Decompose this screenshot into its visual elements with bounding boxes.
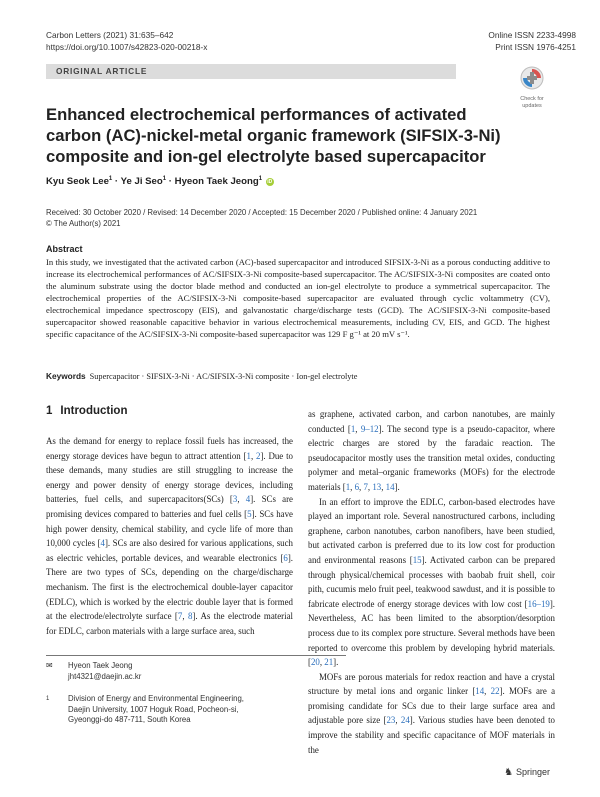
author-name[interactable]: Hyeon Taek Jeong: [174, 176, 259, 188]
paragraph-text: ].: [333, 657, 339, 668]
affiliation-mark: 1: [46, 696, 50, 702]
citation-link[interactable]: 23: [386, 715, 396, 726]
paragraph-text: ,: [182, 611, 188, 622]
citation-link[interactable]: 16–19: [527, 598, 550, 609]
citation-link[interactable]: 7: [363, 481, 368, 492]
keywords-block: [46, 371, 550, 381]
citation-link[interactable]: 8: [187, 611, 193, 622]
citation-link[interactable]: 13: [372, 481, 382, 492]
paragraph-text: ,: [355, 423, 361, 434]
author-list: [46, 176, 274, 187]
issn-print: Print ISSN 1976-4251: [495, 41, 576, 52]
paragraph-text: ,: [395, 715, 401, 726]
paragraph-text: ]. Due to these demands, many studies are still struggling to increase the energy and power density of energy storage devices, including batteries, fuel cells, and supercapacitors(SCs) [: [46, 450, 293, 505]
doi-link[interactable]: https://doi.org/10.1007/s42823-020-00218-x: [46, 41, 208, 52]
orcid-icon[interactable]: iD: [267, 179, 273, 186]
paragraph-text: ].: [394, 481, 400, 492]
journal-citation: Carbon Letters (2021) 31:635–642: [46, 30, 174, 40]
citation-link[interactable]: 15: [412, 554, 422, 565]
publication-history: [46, 208, 477, 229]
abstract-text: In this study, we investigated that the activated carbon (AC)-based supercapacitor and introduced SIFSIX-3-Ni as a porous conducting additive to increase its electrochemical performances of AC/SIFSIX-3-Ni composite-based supercapacitor. The AC/SIFSIX-3-Ni composites are coated onto the aluminum substrate using the doctor blade method and conducted an ion-gel electrolyte to produce a symmetrical supercapacitor. The electrochemical properties of the AC/SIFSIX-3-Ni composite-based supercapacitor are evaluated through cyclic voltammetry (CV), electrochemical impedance spectroscopy (EIS), and galvanostatic charge/discharge tests (GCD). The AC/SIFSIX-3-Ni composite-based supercapacitor showed reasonable capacitive behavior in various electrochemical measurements, including CV, EIS, and GCD. The highest specific capacitance of the AC/SIFSIX-3-Ni composite-based supercapacitor was 129 F g⁻¹ at 20 mV s⁻¹.: [46, 257, 550, 339]
publisher-name: Springer: [515, 767, 550, 777]
paragraph-text: ]. SCs are also desired for various applications, such as electric vehicles, portable devices, and wearable electronics [: [46, 538, 293, 563]
springer-horse-icon: ♞: [504, 767, 513, 778]
citation-link[interactable]: 4: [100, 538, 105, 549]
paragraph-text: ]. Various studies have been denoted to improve the stability and specific capacitance of MOF materials in the: [308, 715, 555, 755]
paragraph-text: ,: [319, 657, 325, 668]
crossmark-icon: [520, 66, 544, 90]
intro-paragraph: [46, 434, 293, 638]
citation-link[interactable]: 3: [232, 494, 238, 505]
citation-link[interactable]: 1: [246, 450, 251, 461]
citation-link[interactable]: 4: [245, 494, 251, 505]
citation-link[interactable]: 22: [490, 686, 500, 697]
citation-link[interactable]: 7: [177, 611, 183, 622]
affiliation-line: Division of Energy and Environmental Engineering,: [68, 694, 244, 703]
paragraph-text: ,: [367, 481, 373, 492]
paragraph-text: ,: [237, 494, 246, 505]
citation-link[interactable]: 2: [256, 450, 261, 461]
paragraph-text: as graphene, activated carbon, and carbon nanotubes, are mainly conducted [: [308, 409, 555, 434]
author-affil-mark: 1: [258, 176, 263, 182]
issn-block: [488, 30, 576, 53]
affiliation-line: Daejin University, 1007 Hoguk Road, Pocheon-si,: [68, 704, 239, 714]
citation-link[interactable]: 1: [345, 481, 351, 492]
paragraph-text: ,: [250, 450, 256, 461]
paragraph-text: ]. The second type is a pseudo-capacitor, where electric charges are stored by the faradaic reaction. The pseudocapacitor mostly uses the transition metal oxides, conducting polymer and metal–organic frameworks (MOFs) for the electrode materials [: [308, 423, 556, 492]
intro-paragraph: [308, 495, 555, 670]
paragraph-text: ]. SCs have high power density, chemical stability, and cycle life of more than 10,000 cycles [: [46, 508, 293, 549]
affiliation-block: [46, 694, 244, 726]
author-affil-mark: 1: [162, 176, 167, 182]
author-email[interactable]: jht4321@daejin.ac.kr: [68, 671, 142, 681]
paragraph-text: ,: [350, 481, 355, 492]
paragraph-text: ,: [359, 481, 364, 492]
article-type-banner: ORIGINAL ARTICLE: [46, 64, 456, 79]
author-name[interactable]: Kyu Seok Lee: [46, 176, 109, 188]
section-title: Introduction: [60, 405, 128, 417]
citation-link[interactable]: 6: [283, 552, 288, 563]
article-title: Enhanced electrochemical performances of activated carbon (AC)-nickel-metal organic framework (SIFSIX-3-Ni) composite and ion-gel electrolyte based supercapacitor: [46, 105, 501, 166]
author-separator: ·: [166, 176, 175, 188]
paragraph-text: MOFs are porous materials for redox reaction and have a crystal structure by metal ions and organic linker [: [308, 671, 555, 697]
corresponding-author: Hyeon Taek Jeong: [68, 661, 133, 670]
keywords-text: Supercapacitor · SIFSIX-3-Ni · AC/SIFSIX-3-Ni composite · Ion-gel electrolyte: [89, 372, 358, 381]
dates-line: Received: 30 October 2020 / Revised: 14 December 2020 / Accepted: 15 December 2020 / Published online: 4 January 2021: [46, 208, 478, 217]
citation-link[interactable]: 5: [247, 508, 252, 519]
paragraph-text: ]. MOFs are a promising candidate for SCs due to their large surface area and adjustable pore size [: [308, 686, 556, 726]
citation-link[interactable]: 20: [310, 657, 320, 668]
citation-link[interactable]: 14: [385, 481, 395, 492]
citation-link[interactable]: 1: [350, 423, 356, 434]
intro-paragraph: [308, 670, 555, 758]
citation-link[interactable]: 6: [354, 481, 360, 492]
author-name[interactable]: Ye Ji Seo: [120, 176, 163, 188]
copyright-line: © The Author(s) 2021: [46, 218, 121, 228]
envelope-icon: ✉: [46, 661, 53, 670]
citation-link[interactable]: 9–12: [360, 423, 379, 434]
paragraph-text: As the demand for energy to replace fossil fuels has increased, the energy storage devices have begun to attract attention [: [46, 436, 293, 461]
left-column: [46, 434, 293, 638]
paragraph-text: ]. SCs are promising devices compared to batteries and fuel cells [: [46, 494, 293, 519]
keywords-label: Keywords: [46, 371, 86, 381]
abstract-heading: Abstract: [46, 244, 83, 254]
citation-link[interactable]: 21: [324, 657, 334, 668]
citation-link[interactable]: 24: [400, 715, 410, 726]
crossmark-badge[interactable]: [515, 66, 549, 109]
section-heading: [46, 405, 127, 417]
affiliation-line: Gyeonggi-do 487-711, South Korea: [68, 715, 191, 724]
intro-paragraph: [308, 407, 555, 495]
correspondence-block: [46, 661, 141, 682]
author-separator: ·: [112, 176, 121, 188]
section-number: 1: [46, 405, 53, 417]
author-affil-mark: 1: [108, 176, 113, 182]
citation-link[interactable]: 14: [475, 686, 485, 697]
paragraph-text: ,: [484, 686, 491, 697]
right-column: [308, 407, 555, 757]
paragraph-text: ,: [381, 481, 386, 492]
crossmark-label: Check for updates: [520, 96, 544, 109]
paragraph-text: In an effort to improve the EDLC, carbon-based electrodes have played an important role. Several nanostructured carbons, including graphene, carbon nanotubes, carbon nanofibers, have been studied, but activated carbon is preferred due to its low cost for production and environmental reasons [: [308, 496, 555, 565]
publisher-logo: [504, 767, 550, 778]
issn-online: Online ISSN 2233-4998: [488, 30, 576, 40]
journal-header: [46, 30, 207, 53]
paragraph-text: ]. There are two types of SCs, depending on the charge/discharge mechanism. The first is the electrochemical double-layer capacitor (EDLC), which is worked by the electric double layer that is formed at the electrode/electrolyte surface [: [46, 552, 293, 622]
paragraph-text: ]. As the electrode material for EDLC, carbon materials with a large surface area, such: [46, 611, 293, 636]
paragraph-text: ]. Nevertheless, AC has been limited to the absorption/desorption process due to its complex pore structure. Several methods have been reported to overcome this problem by developing hybrid materials. [: [308, 598, 555, 668]
paragraph-text: ]. Activated carbon can be prepared through physical/chemical processes with baobab fruit shell, coir pith, cucumis melo fruit peel, teakwood sawdust, and it is possible to fabricate electrode of energy storage devices with low cost [: [308, 554, 556, 609]
footnote-divider: [46, 655, 346, 656]
